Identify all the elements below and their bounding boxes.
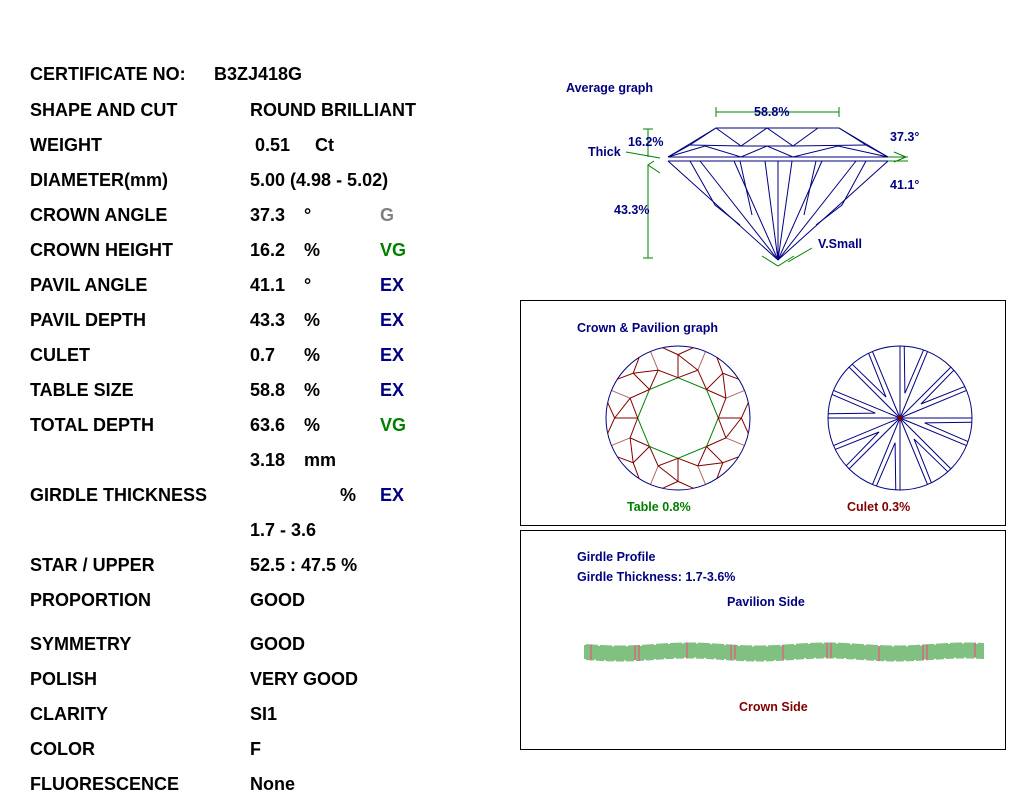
row-label: STAR / UPPER xyxy=(30,555,155,575)
row-unit: % xyxy=(304,310,321,330)
row-value: 0.7 xyxy=(250,345,276,365)
row-unit: % xyxy=(304,380,321,400)
row-label: POLISH xyxy=(30,669,98,689)
row-label: PAVIL DEPTH xyxy=(30,310,147,330)
table-caption: Table 0.8% xyxy=(627,500,691,514)
grade-badge: EX xyxy=(380,275,405,295)
grade-badge: VG xyxy=(380,240,407,260)
pavilion-angle-label: 41.1° xyxy=(890,178,920,192)
row-value: 5.00 (4.98 - 5.02) xyxy=(250,170,389,190)
grade-badge: EX xyxy=(380,380,405,400)
crown-pavilion-title: Crown & Pavilion graph xyxy=(577,321,718,335)
certificate-label: CERTIFICATE NO: xyxy=(30,64,186,84)
row-unit: % xyxy=(304,345,321,365)
pavilion-view-diagram xyxy=(822,340,978,496)
pavilion-depth-label: 43.3% xyxy=(614,203,650,217)
row-label: FLUORESCENCE xyxy=(30,774,180,794)
girdle-label: Thick xyxy=(588,145,621,159)
row-label: GIRDLE THICKNESS xyxy=(30,485,208,505)
grade-badge: EX xyxy=(380,345,405,365)
row-value: SI1 xyxy=(250,704,278,724)
row-value: 37.3 xyxy=(250,205,286,225)
row-unit: ° xyxy=(304,275,312,295)
row-label: PAVIL ANGLE xyxy=(30,275,148,295)
row-value: 41.1 xyxy=(250,275,286,295)
crown-angle-label: 37.3° xyxy=(890,130,920,144)
crown-side-label: Crown Side xyxy=(739,700,808,714)
row-unit: ° xyxy=(304,205,312,225)
row-label: SHAPE AND CUT xyxy=(30,100,178,120)
row-value: VERY GOOD xyxy=(250,669,359,689)
row-value: GOOD xyxy=(250,590,306,610)
row-value: GOOD xyxy=(250,634,306,654)
girdle-profile-strip xyxy=(585,640,987,664)
row-value: 43.3 xyxy=(250,310,286,330)
row-value: F xyxy=(250,739,261,759)
row-label: DIAMETER(mm) xyxy=(30,170,168,190)
row-value: None xyxy=(250,774,295,794)
row-label: PROPORTION xyxy=(30,590,152,610)
grade-badge: EX xyxy=(380,310,405,330)
table-pct-label: 58.8% xyxy=(754,105,790,119)
crown-view-diagram xyxy=(600,340,756,496)
row-label: WEIGHT xyxy=(30,135,102,155)
row-value: 58.8 xyxy=(250,380,286,400)
culet-label: V.Small xyxy=(818,237,863,251)
certificate-number: B3ZJ418G xyxy=(214,64,303,84)
grade-badge: G xyxy=(380,205,395,225)
row-label: SYMMETRY xyxy=(30,634,132,654)
row-value: ROUND BRILLIANT xyxy=(250,100,416,120)
grade-badge: VG xyxy=(380,415,407,435)
row-unit: % xyxy=(340,485,357,505)
row-value: 1.7 - 3.6 xyxy=(250,520,317,540)
row-unit: Ct xyxy=(315,135,334,155)
row-label: TOTAL DEPTH xyxy=(30,415,155,435)
culet-caption: Culet 0.3% xyxy=(847,500,911,514)
row-label: CLARITY xyxy=(30,704,108,724)
row-value: 16.2 xyxy=(250,240,286,260)
pavilion-side-label: Pavilion Side xyxy=(727,595,805,609)
row-unit: % xyxy=(304,415,321,435)
row-unit: mm xyxy=(304,450,337,470)
row-label: CULET xyxy=(30,345,90,365)
row-value: 63.6 xyxy=(250,415,286,435)
row-label: CROWN HEIGHT xyxy=(30,240,173,260)
row-label: COLOR xyxy=(30,739,95,759)
row-label: TABLE SIZE xyxy=(30,380,134,400)
girdle-profile-title: Girdle Profile xyxy=(577,550,656,564)
row-unit: % xyxy=(304,240,321,260)
girdle-thickness-text: Girdle Thickness: 1.7-3.6% xyxy=(577,570,736,584)
row-label: CROWN ANGLE xyxy=(30,205,168,225)
row-value: 0.51 xyxy=(255,135,291,155)
row-value: 52.5 : 47.5 % xyxy=(250,555,358,575)
crown-height-label: 16.2% xyxy=(628,135,664,149)
row-value: 3.18 xyxy=(250,450,286,470)
grade-badge: EX xyxy=(380,485,405,505)
average-graph-title: Average graph xyxy=(566,81,654,95)
